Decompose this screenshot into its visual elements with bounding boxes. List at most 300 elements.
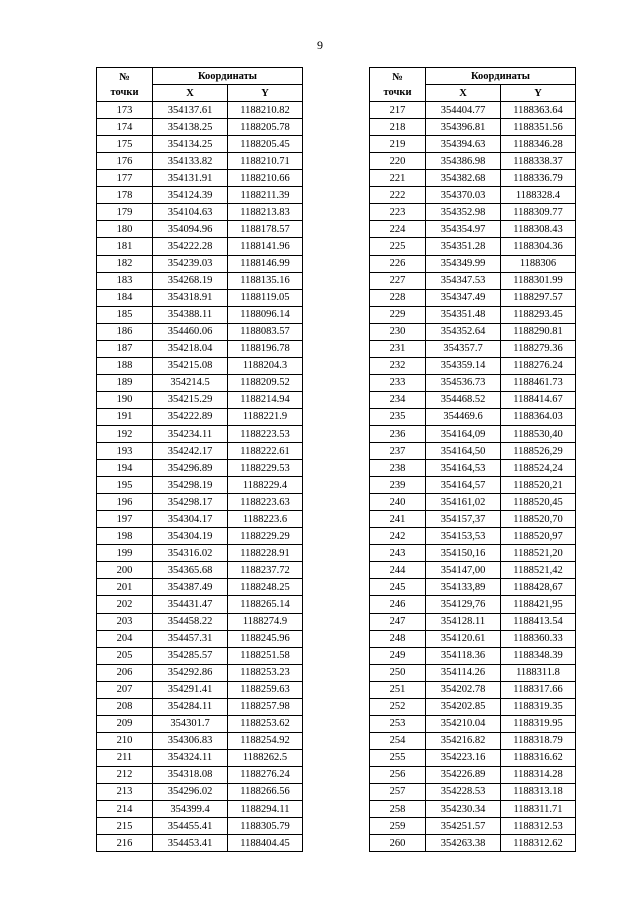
y-coordinate-cell: 1188274.9 — [228, 613, 303, 630]
y-coordinate-cell: 1188205.45 — [228, 136, 303, 153]
point-number-cell: 244 — [370, 562, 426, 579]
point-number-cell: 192 — [97, 425, 153, 442]
table-row — [97, 511, 303, 528]
x-coordinate-cell: 354351.28 — [426, 238, 501, 255]
point-number-cell: 250 — [370, 664, 426, 681]
table-row — [370, 187, 576, 204]
table-row — [370, 613, 576, 630]
y-coordinate-cell: 1188265.14 — [228, 596, 303, 613]
point-number-cell: 217 — [370, 102, 426, 119]
x-coordinate-cell: 354347.49 — [426, 289, 501, 306]
table-row — [97, 153, 303, 170]
y-coordinate-cell: 1188319.95 — [501, 715, 576, 732]
table-row — [97, 306, 303, 323]
table-row — [370, 408, 576, 425]
table-row — [97, 460, 303, 477]
x-coordinate-cell: 354460.06 — [153, 323, 228, 340]
x-coordinate-cell: 354296.02 — [153, 783, 228, 800]
y-coordinate-cell: 1188351.56 — [501, 119, 576, 136]
x-coordinate-cell: 354349.99 — [426, 255, 501, 272]
point-number-cell: 237 — [370, 443, 426, 460]
table-row — [370, 204, 576, 221]
x-coordinate-cell: 354202.78 — [426, 681, 501, 698]
y-coordinate-cell: 1188083.57 — [228, 323, 303, 340]
x-coordinate-cell: 354215.29 — [153, 391, 228, 408]
x-coordinate-cell: 354316.02 — [153, 545, 228, 562]
x-coordinate-cell: 354386.98 — [426, 153, 501, 170]
y-coordinate-cell: 1188222.61 — [228, 443, 303, 460]
table-row — [97, 255, 303, 272]
table-row — [370, 801, 576, 818]
point-number-cell: 253 — [370, 715, 426, 732]
x-coordinate-cell: 354357.7 — [426, 340, 501, 357]
point-number-cell: 223 — [370, 204, 426, 221]
x-coordinate-cell: 354382.68 — [426, 170, 501, 187]
point-number-cell: 183 — [97, 272, 153, 289]
y-header: Y — [228, 85, 303, 102]
y-coordinate-cell: 1188346.28 — [501, 136, 576, 153]
point-number-cell: 224 — [370, 221, 426, 238]
table-row — [370, 715, 576, 732]
y-coordinate-cell: 1188119.05 — [228, 289, 303, 306]
table-row — [97, 340, 303, 357]
x-coordinate-cell: 354404.77 — [426, 102, 501, 119]
table-row — [370, 119, 576, 136]
point-number-cell: 259 — [370, 818, 426, 835]
y-coordinate-cell: 1188404.45 — [228, 835, 303, 852]
x-coordinate-cell: 354354.97 — [426, 221, 501, 238]
point-number-cell: 181 — [97, 238, 153, 255]
x-coordinate-cell: 354242.17 — [153, 443, 228, 460]
coordinates-table-right — [369, 67, 576, 852]
point-number-cell: 230 — [370, 323, 426, 340]
x-coordinate-cell: 354215.08 — [153, 357, 228, 374]
x-coordinate-cell: 354161,02 — [426, 494, 501, 511]
table-row — [97, 238, 303, 255]
point-number-cell: 221 — [370, 170, 426, 187]
point-number-cell: 197 — [97, 511, 153, 528]
point-number-cell: 175 — [97, 136, 153, 153]
point-number-cell: 222 — [370, 187, 426, 204]
point-number-cell: 212 — [97, 766, 153, 783]
y-coordinate-cell: 1188304.36 — [501, 238, 576, 255]
y-coordinate-cell: 1188178.57 — [228, 221, 303, 238]
point-number-cell: 232 — [370, 357, 426, 374]
y-coordinate-cell: 1188096.14 — [228, 306, 303, 323]
x-coordinate-cell: 354239.03 — [153, 255, 228, 272]
x-coordinate-cell: 354164,50 — [426, 443, 501, 460]
table-row — [97, 681, 303, 698]
y-coordinate-cell: 1188318.79 — [501, 732, 576, 749]
x-coordinate-cell: 354222.89 — [153, 408, 228, 425]
table-row — [370, 221, 576, 238]
y-coordinate-cell: 1188228.91 — [228, 545, 303, 562]
table-row — [370, 238, 576, 255]
y-coordinate-cell: 1188259.63 — [228, 681, 303, 698]
x-coordinate-cell: 354457.31 — [153, 630, 228, 647]
table-row — [370, 562, 576, 579]
y-coordinate-cell: 1188520,97 — [501, 528, 576, 545]
point-number-cell: 185 — [97, 306, 153, 323]
table-row — [370, 528, 576, 545]
table-row — [370, 425, 576, 442]
y-coordinate-cell: 1188248.25 — [228, 579, 303, 596]
point-number-cell: 247 — [370, 613, 426, 630]
table-row — [370, 306, 576, 323]
y-coordinate-cell: 1188279.36 — [501, 340, 576, 357]
x-coordinate-cell: 354304.17 — [153, 511, 228, 528]
point-number-cell: 249 — [370, 647, 426, 664]
table-row — [97, 647, 303, 664]
y-coordinate-cell: 1188360.33 — [501, 630, 576, 647]
point-number-cell: 203 — [97, 613, 153, 630]
table-row — [97, 204, 303, 221]
y-coordinate-cell: 1188210.82 — [228, 102, 303, 119]
x-coordinate-cell: 354120.61 — [426, 630, 501, 647]
x-coordinate-cell: 354458.22 — [153, 613, 228, 630]
x-coordinate-cell: 354202.85 — [426, 698, 501, 715]
table-row — [97, 698, 303, 715]
x-coordinate-cell: 354164,09 — [426, 425, 501, 442]
y-coordinate-cell: 1188229.29 — [228, 528, 303, 545]
y-coordinate-cell: 1188223.6 — [228, 511, 303, 528]
point-number-cell: 201 — [97, 579, 153, 596]
point-number-cell: 243 — [370, 545, 426, 562]
x-coordinate-cell: 354214.5 — [153, 374, 228, 391]
table-row — [97, 374, 303, 391]
x-coordinate-cell: 354469.6 — [426, 408, 501, 425]
x-header: X — [153, 85, 228, 102]
y-coordinate-cell: 1188338.37 — [501, 153, 576, 170]
table-row — [370, 494, 576, 511]
y-coordinate-cell: 1188251.58 — [228, 647, 303, 664]
y-coordinate-cell: 1188221.9 — [228, 408, 303, 425]
x-coordinate-cell: 354104.63 — [153, 204, 228, 221]
point-number-cell: 189 — [97, 374, 153, 391]
y-coordinate-cell: 1188204.3 — [228, 357, 303, 374]
table-body — [370, 102, 576, 852]
y-coordinate-cell: 1188211.39 — [228, 187, 303, 204]
x-coordinate-cell: 354268.19 — [153, 272, 228, 289]
y-coordinate-cell: 1188141.96 — [228, 238, 303, 255]
point-number-cell: 227 — [370, 272, 426, 289]
table-row — [370, 102, 576, 119]
table-row — [370, 630, 576, 647]
y-coordinate-cell: 1188196.78 — [228, 340, 303, 357]
y-coordinate-cell: 1188421,95 — [501, 596, 576, 613]
x-coordinate-cell: 354394.63 — [426, 136, 501, 153]
point-number-cell: 209 — [97, 715, 153, 732]
table-row — [370, 340, 576, 357]
table-row — [97, 801, 303, 818]
y-coordinate-cell: 1188461.73 — [501, 374, 576, 391]
point-number-cell: 233 — [370, 374, 426, 391]
table-row — [370, 357, 576, 374]
y-coordinate-cell: 1188414.67 — [501, 391, 576, 408]
table-row — [97, 494, 303, 511]
x-coordinate-cell: 354164,57 — [426, 477, 501, 494]
x-coordinate-cell: 354137.61 — [153, 102, 228, 119]
point-number-cell: 255 — [370, 749, 426, 766]
table-row — [370, 681, 576, 698]
x-coordinate-cell: 354352.98 — [426, 204, 501, 221]
x-coordinate-cell: 354304.19 — [153, 528, 228, 545]
y-coordinate-cell: 1188309.77 — [501, 204, 576, 221]
y-coordinate-cell: 1188316.62 — [501, 749, 576, 766]
point-number-cell: 179 — [97, 204, 153, 221]
x-coordinate-cell: 354298.19 — [153, 477, 228, 494]
point-number-cell: 211 — [97, 749, 153, 766]
point-number-cell: 252 — [370, 698, 426, 715]
point-number-cell: 228 — [370, 289, 426, 306]
point-number-cell: 186 — [97, 323, 153, 340]
table-row — [370, 374, 576, 391]
table-row — [370, 272, 576, 289]
point-number-cell: 195 — [97, 477, 153, 494]
point-number-cell: 220 — [370, 153, 426, 170]
point-number-cell: 254 — [370, 732, 426, 749]
y-coordinate-cell: 1188305.79 — [228, 818, 303, 835]
point-number-cell: 219 — [370, 136, 426, 153]
x-coordinate-cell: 354324.11 — [153, 749, 228, 766]
y-coordinate-cell: 1188210.66 — [228, 170, 303, 187]
table-row — [370, 511, 576, 528]
x-coordinate-cell: 354138.25 — [153, 119, 228, 136]
y-coordinate-cell: 1188308.43 — [501, 221, 576, 238]
table-row — [97, 408, 303, 425]
point-number-cell: 239 — [370, 477, 426, 494]
y-coordinate-cell: 1188290.81 — [501, 323, 576, 340]
point-number-cell: 178 — [97, 187, 153, 204]
point-number-cell: 225 — [370, 238, 426, 255]
x-coordinate-cell: 354226.89 — [426, 766, 501, 783]
y-coordinate-cell: 1188257.98 — [228, 698, 303, 715]
point-number-cell: 257 — [370, 783, 426, 800]
y-coordinate-cell: 1188223.53 — [228, 425, 303, 442]
point-number-cell: 213 — [97, 783, 153, 800]
table-row — [97, 835, 303, 852]
table-row — [97, 749, 303, 766]
x-coordinate-cell: 354455.41 — [153, 818, 228, 835]
y-coordinate-cell: 1188205.78 — [228, 119, 303, 136]
y-coordinate-cell: 1188276.24 — [228, 766, 303, 783]
x-coordinate-cell: 354431.47 — [153, 596, 228, 613]
y-coordinate-cell: 1188520,70 — [501, 511, 576, 528]
y-coordinate-cell: 1188314.28 — [501, 766, 576, 783]
table-row — [370, 596, 576, 613]
table-row — [97, 579, 303, 596]
point-number-cell: 174 — [97, 119, 153, 136]
x-coordinate-cell: 354292.86 — [153, 664, 228, 681]
table-row — [370, 443, 576, 460]
table-row — [97, 766, 303, 783]
point-number-cell: 199 — [97, 545, 153, 562]
table-row — [370, 323, 576, 340]
x-coordinate-cell: 354153,53 — [426, 528, 501, 545]
x-coordinate-cell: 354388.11 — [153, 306, 228, 323]
x-coordinate-cell: 354301.7 — [153, 715, 228, 732]
table-row — [370, 766, 576, 783]
table-row — [97, 391, 303, 408]
y-coordinate-cell: 1188229.4 — [228, 477, 303, 494]
point-number-header: № точки — [370, 68, 426, 102]
x-coordinate-cell: 354222.28 — [153, 238, 228, 255]
y-header: Y — [501, 85, 576, 102]
table-row — [97, 528, 303, 545]
table-row — [97, 425, 303, 442]
coordinates-table-left — [96, 67, 303, 852]
table-row — [370, 391, 576, 408]
x-coordinate-cell: 354118.36 — [426, 647, 501, 664]
y-coordinate-cell: 1188245.96 — [228, 630, 303, 647]
x-coordinate-cell: 354134.25 — [153, 136, 228, 153]
x-coordinate-cell: 354223.16 — [426, 749, 501, 766]
y-coordinate-cell: 1188135.16 — [228, 272, 303, 289]
x-coordinate-cell: 354285.57 — [153, 647, 228, 664]
point-number-cell: 196 — [97, 494, 153, 511]
x-coordinate-cell: 354147,00 — [426, 562, 501, 579]
y-coordinate-cell: 1188363.64 — [501, 102, 576, 119]
y-coordinate-cell: 1188313.18 — [501, 783, 576, 800]
y-coordinate-cell: 1188214.94 — [228, 391, 303, 408]
point-number-cell: 198 — [97, 528, 153, 545]
point-number-cell: 234 — [370, 391, 426, 408]
y-coordinate-cell: 1188524,24 — [501, 460, 576, 477]
point-number-cell: 251 — [370, 681, 426, 698]
x-coordinate-cell: 354296.89 — [153, 460, 228, 477]
y-coordinate-cell: 1188297.57 — [501, 289, 576, 306]
point-number-cell: 236 — [370, 425, 426, 442]
x-coordinate-cell: 354284.11 — [153, 698, 228, 715]
table-row — [370, 818, 576, 835]
y-coordinate-cell: 1188301.99 — [501, 272, 576, 289]
y-coordinate-cell: 1188210.71 — [228, 153, 303, 170]
point-number-cell: 256 — [370, 766, 426, 783]
x-coordinate-cell: 354230.34 — [426, 801, 501, 818]
point-number-cell: 206 — [97, 664, 153, 681]
y-coordinate-cell: 1188266.56 — [228, 783, 303, 800]
table-row — [97, 664, 303, 681]
x-coordinate-cell: 354228.53 — [426, 783, 501, 800]
x-coordinate-cell: 354347.53 — [426, 272, 501, 289]
table-row — [97, 715, 303, 732]
y-coordinate-cell: 1188293.45 — [501, 306, 576, 323]
table-row — [97, 596, 303, 613]
y-coordinate-cell: 1188254.92 — [228, 732, 303, 749]
table-row — [370, 477, 576, 494]
y-coordinate-cell: 1188521,20 — [501, 545, 576, 562]
y-coordinate-cell: 1188311.8 — [501, 664, 576, 681]
x-coordinate-cell: 354318.08 — [153, 766, 228, 783]
table-row — [97, 630, 303, 647]
y-coordinate-cell: 1188317.66 — [501, 681, 576, 698]
table-row — [97, 221, 303, 238]
y-coordinate-cell: 1188213.83 — [228, 204, 303, 221]
x-coordinate-cell: 354128.11 — [426, 613, 501, 630]
table-row — [370, 170, 576, 187]
table-row — [97, 477, 303, 494]
table-row — [97, 562, 303, 579]
point-number-cell: 176 — [97, 153, 153, 170]
point-number-cell: 200 — [97, 562, 153, 579]
table-row — [370, 460, 576, 477]
point-number-cell: 177 — [97, 170, 153, 187]
point-number-cell: 218 — [370, 119, 426, 136]
x-coordinate-cell: 354150,16 — [426, 545, 501, 562]
y-coordinate-cell: 1188526,29 — [501, 443, 576, 460]
x-coordinate-cell: 354468.52 — [426, 391, 501, 408]
table-row — [370, 647, 576, 664]
x-coordinate-cell: 354359.14 — [426, 357, 501, 374]
y-coordinate-cell: 1188306 — [501, 255, 576, 272]
point-number-cell: 205 — [97, 647, 153, 664]
y-coordinate-cell: 1188521,42 — [501, 562, 576, 579]
y-coordinate-cell: 1188413.54 — [501, 613, 576, 630]
point-number-cell: 231 — [370, 340, 426, 357]
x-coordinate-cell: 354365.68 — [153, 562, 228, 579]
y-coordinate-cell: 1188146.99 — [228, 255, 303, 272]
point-number-cell: 180 — [97, 221, 153, 238]
table-row — [370, 732, 576, 749]
y-coordinate-cell: 1188229.53 — [228, 460, 303, 477]
point-number-cell: 258 — [370, 801, 426, 818]
point-number-cell: 226 — [370, 255, 426, 272]
point-number-cell: 193 — [97, 443, 153, 460]
point-number-cell: 204 — [97, 630, 153, 647]
table-row — [370, 579, 576, 596]
y-coordinate-cell: 1188336.79 — [501, 170, 576, 187]
table-row — [97, 545, 303, 562]
point-number-cell: 235 — [370, 408, 426, 425]
x-coordinate-cell: 354536.73 — [426, 374, 501, 391]
y-coordinate-cell: 1188311.71 — [501, 801, 576, 818]
y-coordinate-cell: 1188294.11 — [228, 801, 303, 818]
y-coordinate-cell: 1188253.23 — [228, 664, 303, 681]
table-row — [370, 153, 576, 170]
table-row — [97, 443, 303, 460]
y-coordinate-cell: 1188348.39 — [501, 647, 576, 664]
y-coordinate-cell: 1188312.62 — [501, 835, 576, 852]
point-number-cell: 208 — [97, 698, 153, 715]
y-coordinate-cell: 1188209.52 — [228, 374, 303, 391]
y-coordinate-cell: 1188530,40 — [501, 425, 576, 442]
table-row — [370, 664, 576, 681]
table-row — [97, 136, 303, 153]
table-row — [97, 289, 303, 306]
x-coordinate-cell: 354399.4 — [153, 801, 228, 818]
x-coordinate-cell: 354218.04 — [153, 340, 228, 357]
x-header: X — [426, 85, 501, 102]
table-row — [370, 749, 576, 766]
point-number-cell: 207 — [97, 681, 153, 698]
point-number-cell: 188 — [97, 357, 153, 374]
table-row — [97, 187, 303, 204]
point-number-cell: 202 — [97, 596, 153, 613]
table-row — [370, 545, 576, 562]
table-row — [97, 323, 303, 340]
table-row — [370, 289, 576, 306]
table-row — [370, 835, 576, 852]
table-row — [97, 170, 303, 187]
table-row — [97, 613, 303, 630]
table-row — [97, 818, 303, 835]
x-coordinate-cell: 354291.41 — [153, 681, 228, 698]
point-number-cell: 229 — [370, 306, 426, 323]
point-number-cell: 191 — [97, 408, 153, 425]
point-number-header: № точки — [97, 68, 153, 102]
y-coordinate-cell: 1188237.72 — [228, 562, 303, 579]
x-coordinate-cell: 354387.49 — [153, 579, 228, 596]
